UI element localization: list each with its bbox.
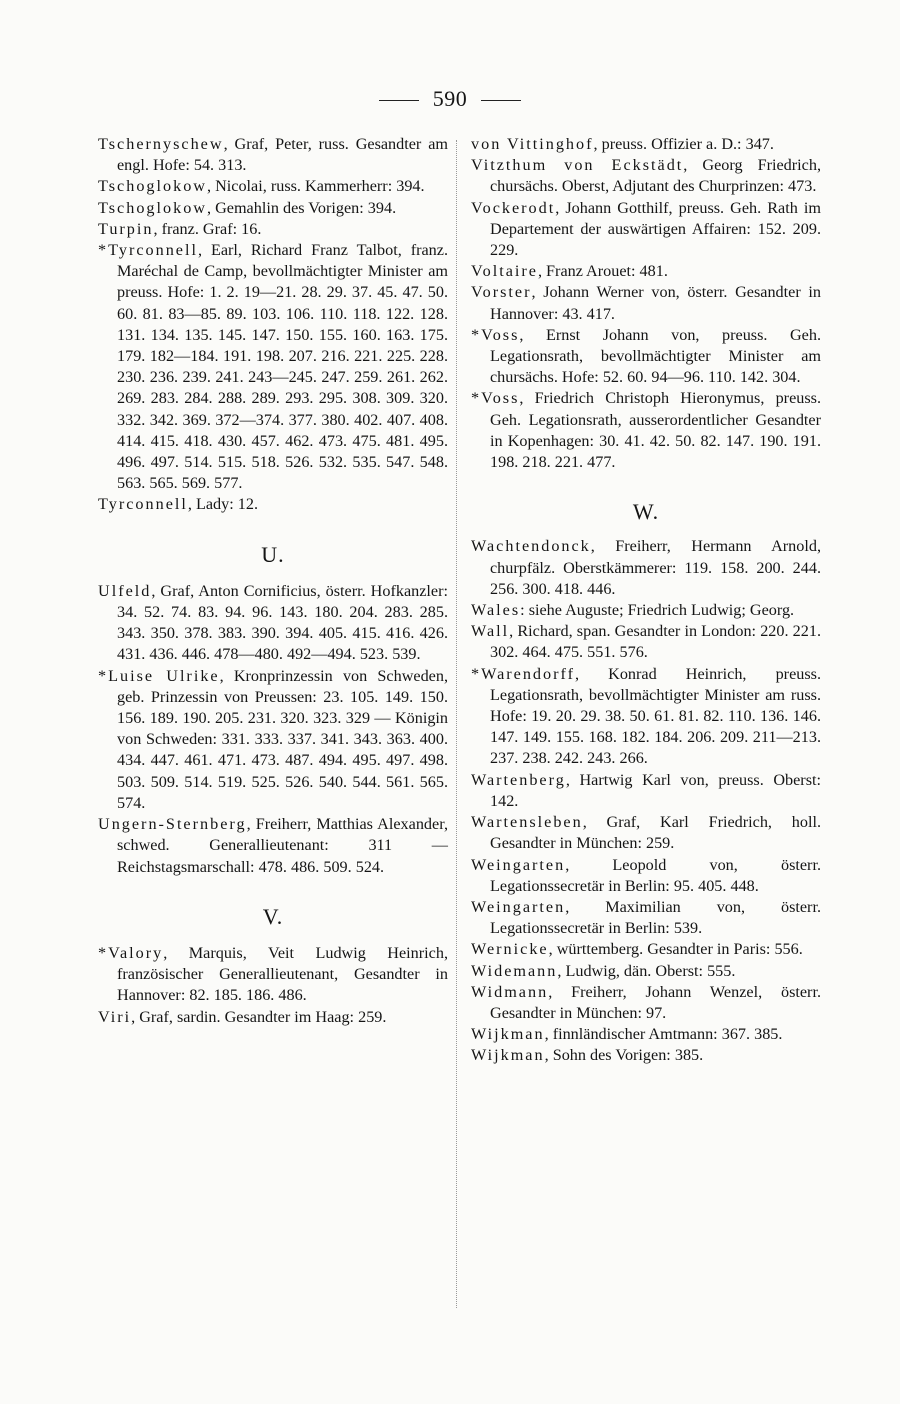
index-entry <box>98 666 448 814</box>
entry-text: , Earl, Richard Franz Talbot, franz. Maréchal de Camp, bevollmächtigter Minister am preuss. Hofe: 1. 2. 19—21. 28. 29. 37. 45. 47. 50. 60. 81. 83—85. 89. 103. 106. 110. 118. 122. 128. 131. 134. 135. 145. 147. 150. 155. 160. 163. 175. 179. 182—184. 191. 198. 207. 216. 221. 225. 228. 230. 236. 239. 241. 243—245. 247. 259. 261. 262. 269. 283. 284. 288. 289. 293. 295. 308. 309. 320. 332. 342. 369. 372—374. 377. 380. 402. 407. 408. 414. 415. 418. 430. 457. 462. 473. 475. 481. 495. 496. 497. 514. 515. 518. 526. 532. 535. 547. 548. 563. 565. 569. 577. <box>117 241 448 493</box>
index-entry <box>471 198 821 262</box>
index-entry <box>471 664 821 770</box>
entry-name: Tschoglokow <box>98 177 207 196</box>
index-entry <box>98 494 448 515</box>
entry-text: , Graf, Peter, russ. Gesandter am engl. Hofe: 54. 313. <box>117 135 448 175</box>
entry-text: , Lady: 12. <box>187 495 259 514</box>
entry-text: , Johann Werner von, österr. Gesandter in Hannover: 43. 417. <box>490 283 821 323</box>
entry-name: Wartensleben <box>471 813 583 832</box>
entry-name: Turpin <box>98 219 154 238</box>
column-divider <box>456 140 457 1308</box>
header-rule-left <box>379 100 419 101</box>
index-entry <box>471 621 821 663</box>
entry-text: , Marquis, Veit Ludwig Heinrich, französischer Generallieutenant, Gesandter in Hannover: 82. 185. 186. 486. <box>117 943 448 1005</box>
index-entry <box>98 198 448 219</box>
entry-name: Ungern-Sternberg <box>98 815 247 834</box>
entry-text: , Hartwig Karl von, preuss. Oberst: 142. <box>490 770 821 810</box>
entry-name: Wachtendonck <box>471 537 591 556</box>
entry-text: , Leopold von, österr. Legationssecretär in Berlin: 95. 405. 448. <box>490 855 821 895</box>
index-entry <box>471 282 821 324</box>
entry-text: , Graf, Karl Friedrich, holl. Gesandter in München: 259. <box>490 813 821 853</box>
entry-name: Vorster <box>471 283 532 302</box>
entry-text: , Gemahlin des Vorigen: 394. <box>207 198 397 217</box>
index-entry <box>98 581 448 666</box>
entry-text: , Sohn des Vorigen: 385. <box>544 1046 704 1065</box>
entry-text: , Graf, sardin. Gesandter im Haag: 259. <box>131 1007 387 1026</box>
page-number-header <box>0 86 900 112</box>
entry-text: , Johann Gotthilf, preuss. Geh. Rath im Departement der auswärtigen Affairen: 152. 209. 229. <box>490 198 821 260</box>
entry-text: , franz. Graf: 16. <box>153 219 262 238</box>
entry-text: , Konrad Heinrich, preuss. Legationsrath, bevollmächtigter Minister am russ. Hofe: 19. 20. 29. 38. 50. 61. 81. 82. 110. 136. 146. 147. 149. 155. 168. 182. 184. 206. 209. 211—213. 237. 238. 242. 243. 266. <box>490 664 821 768</box>
index-entry <box>98 1007 448 1028</box>
index-entry <box>471 897 821 939</box>
entry-name: Voltaire <box>471 262 538 281</box>
entry-name: Vockerodt <box>471 198 556 217</box>
entry-name: *Luise Ulrike <box>98 666 220 685</box>
section-letter: U. <box>261 541 285 567</box>
entry-name: *Voss <box>471 389 520 408</box>
entry-name: Wartenberg <box>471 770 566 789</box>
entry-text: , Richard, span. Gesandter in London: 220. 221. 302. 464. 475. 551. 576. <box>490 622 821 662</box>
entry-name: Tschernyschew <box>98 135 224 153</box>
entry-text: , Georg Friedrich, chursächs. Oberst, Adjutant des Churprinzen: 473. <box>490 156 821 196</box>
index-entry <box>98 814 448 878</box>
index-entry <box>471 961 821 982</box>
index-entry <box>471 939 821 960</box>
entry-name: Weingarten <box>471 855 566 874</box>
entry-name: Tyrconnell <box>98 495 188 514</box>
index-entry <box>471 770 821 812</box>
entry-text: , Freiherr, Johann Wenzel, österr. Gesandter in München: 97. <box>490 982 821 1022</box>
entry-name: Vitzthum von Eckstädt <box>471 156 684 175</box>
entry-text: : siehe Auguste; Friedrich Ludwig; Georg. <box>520 601 795 620</box>
index-entry <box>98 176 448 197</box>
section-letter: W. <box>632 499 660 525</box>
entry-text: , Ludwig, dän. Oberst: 555. <box>557 961 736 980</box>
entry-text: , preuss. Offizier a. D.: 347. <box>593 135 774 153</box>
entry-name: von Vittinghof <box>471 135 594 153</box>
entry-name: *Tyrconnell <box>98 241 198 260</box>
index-entry <box>471 1024 821 1045</box>
index-entry <box>98 943 448 1007</box>
entry-text: , Nicolai, russ. Kammerherr: 394. <box>207 177 425 196</box>
index-entry <box>98 134 448 176</box>
index-entry <box>471 855 821 897</box>
index-entry <box>471 388 821 473</box>
index-entry <box>471 600 821 621</box>
entry-name: *Voss <box>471 325 520 344</box>
entry-text: , Graf, Anton Cornificius, österr. Hofkanzler: 34. 52. 74. 83. 94. 96. 143. 180. 204. 283. 285. 343. 350. 378. 383. 390. 394. 405. 415. 416. 426. 431. 436. 446. 478—480. 492—494. 523. 539. <box>117 581 448 664</box>
entry-text: , Freiherr, Hermann Arnold, churpfälz. Oberstkämmerer: 119. 158. 200. 244. 256. 300. 418. 446. <box>490 537 821 598</box>
index-entry <box>471 982 821 1024</box>
entry-text: , Friedrich Christoph Hieronymus, preuss. Geh. Legationsrath, ausserordentlicher Gesandter in Kopenhagen: 30. 41. 42. 50. 82. 147. 190. 191. 198. 218. 221. 477. <box>490 389 821 472</box>
entry-text: , Franz Arouet: 481. <box>537 262 668 281</box>
entry-text: , Maximilian von, österr. Legationssecretär in Berlin: 539. <box>490 897 821 938</box>
index-entry <box>471 261 821 282</box>
index-entry <box>471 155 821 197</box>
index-entry <box>98 240 448 494</box>
entry-name: Wall <box>471 622 510 641</box>
entry-name: Widemann <box>471 961 558 980</box>
entry-name: Viri <box>98 1007 132 1026</box>
index-entry <box>471 1045 821 1066</box>
entry-name: Tschoglokow <box>98 198 207 217</box>
section-letter: V. <box>262 903 284 929</box>
index-column-left <box>98 134 448 1028</box>
entry-name: Wales <box>471 601 521 620</box>
index-column-right <box>471 134 821 1067</box>
index-entry <box>98 219 448 240</box>
entry-text: , Kronprinzessin von Schweden, geb. Prinzessin von Preussen: 23. 105. 149. 150. 156. 189. 190. 205. 231. 320. 323. 329 — Königin von Schweden: 331. 333. 337. 341. 343. 363. 400. 434. 447. 461. 471. 473. 487. 494. 495. 497. 498. 503. 509. 514. 519. 525. 526. 540. 544. 561. 565. 574. <box>117 666 448 812</box>
entry-name: *Warendorff <box>471 664 575 683</box>
header-rule-right <box>481 100 521 101</box>
entry-name: Wijkman <box>471 1025 545 1044</box>
entry-name: Wernicke <box>471 940 549 959</box>
index-entry <box>471 812 821 854</box>
entry-text: , Ernst Johann von, preuss. Geh. Legationsrath, bevollmächtigter Minister am chursächs. Hofe: 52. 60. 94—96. 110. 142. 304. <box>490 325 821 387</box>
entry-name: *Valory <box>98 943 164 962</box>
entry-text: , württemberg. Gesandter in Paris: 556. <box>548 940 803 959</box>
index-entry <box>471 325 821 389</box>
entry-name: Wijkman <box>471 1046 545 1065</box>
entry-text: , finnländischer Amtmann: 367. 385. <box>544 1025 783 1044</box>
page-number: 590 <box>432 86 468 111</box>
entry-name: Widmann <box>471 982 549 1001</box>
entry-name: Weingarten <box>471 897 566 916</box>
index-entry <box>471 536 821 600</box>
entry-name: Ulfeld <box>98 581 152 600</box>
entry-text: , Freiherr, Matthias Alexander, schwed. Generallieutenant: 311 — Reichstagsmarschall: 478. 486. 509. 524. <box>117 815 448 876</box>
index-entry <box>471 134 821 155</box>
